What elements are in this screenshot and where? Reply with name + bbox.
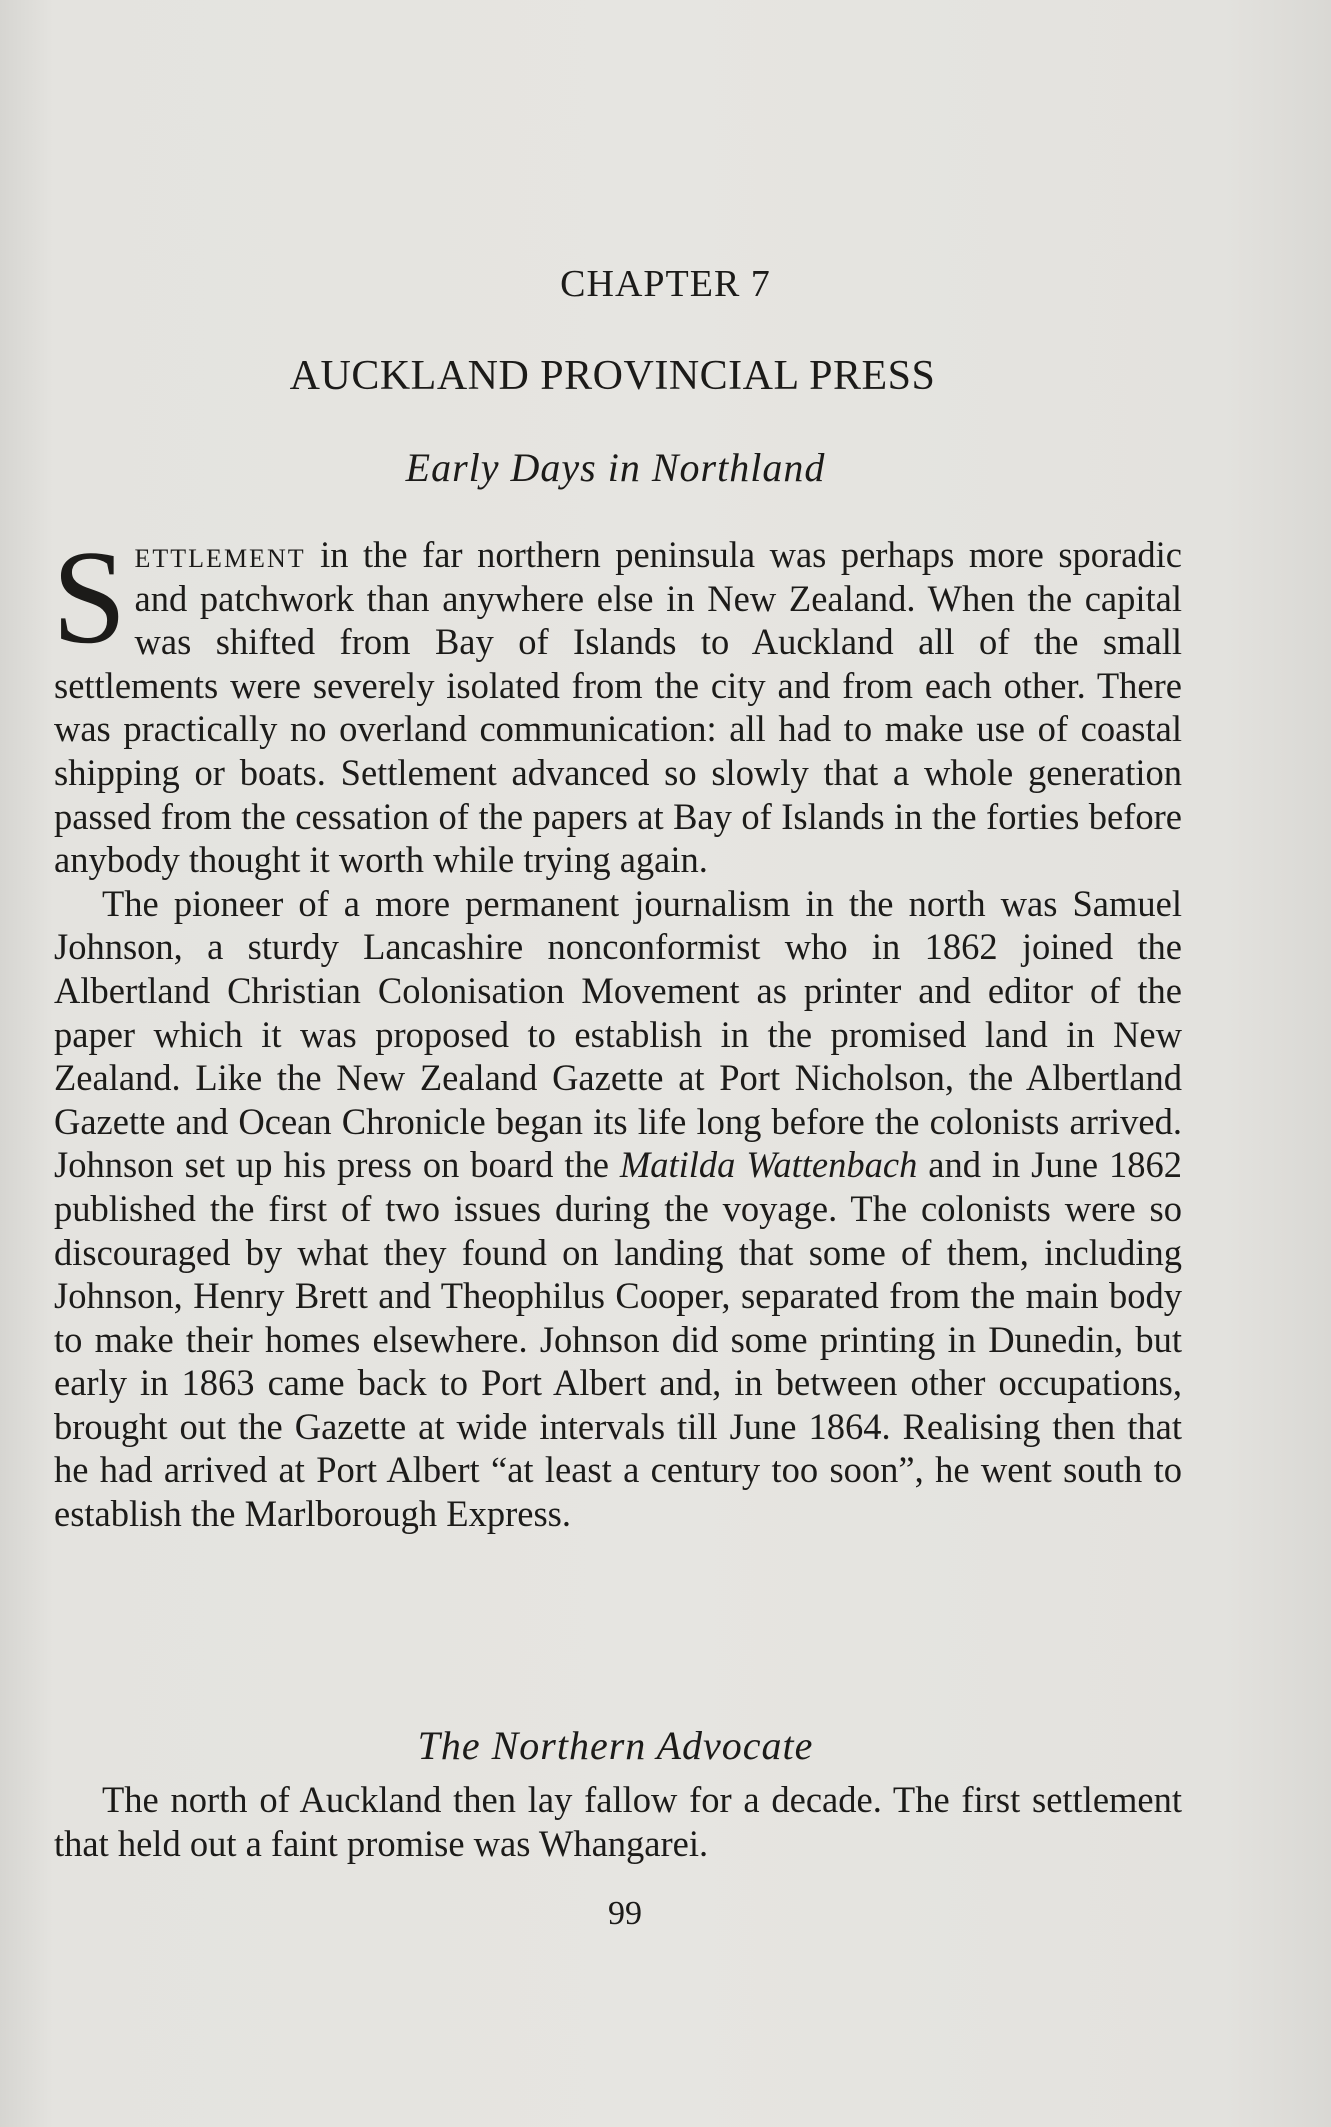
page-number: 99: [608, 1895, 642, 1932]
section-heading-northern-advocate: The Northern Advocate: [417, 1723, 814, 1768]
section-heading-early-days: Early Days in Northland: [405, 445, 826, 490]
paragraph-text: The north of Auckland then lay fallow for a decade. The first settlement that held out a faint promise was Whangarei.: [54, 1779, 1182, 1864]
paragraph-samuel-johnson: [54, 882, 1182, 1536]
paragraph-whangarei: [54, 1778, 1182, 1865]
chapter-label: CHAPTER 7: [560, 263, 771, 305]
paragraph-text: The pioneer of a more permanent journalism in the north was Samuel Johnson, a sturdy Lancashire nonconformist who in 1862 joined the Albertland Christian Colonisation Movement as printer and editor of the paper which it was proposed to establish in the promised land in New Zealand. Like the New Zealand Gazette at Port Nicholson, the Albertland Gazette and Ocean Chronicle began its life long before the colonists arrived. Johnson set up his press on board the: [54, 882, 1182, 1186]
body-text-block: [54, 1778, 1182, 1865]
opening-word: ettlement: [134, 534, 306, 575]
drop-cap: S: [52, 523, 127, 671]
paragraph-text: in the far northern peninsula was perhaps more sporadic and patchwork than anywhere else in New Zealand. When the capital was shifted from Bay of Islands to Auckland all of the small settlements were severely isolated from the city and from each other. There was practically no overland communication: all had to make use of coastal shipping or boats. Settlement advanced so slowly that a whole generation passed from the cessation of the papers at Bay of Islands in the forties before anybody thought it worth while trying again.: [54, 534, 1182, 881]
paragraph-text: and in June 1862 published the first of two issues during the voyage. The colonists were so discouraged by what they found on landing that some of them, including Johnson, Henry Brett and Theophilus Cooper, separated from the main body to make their homes elsewhere. Johnson did some printing in Dunedin, but early in 1863 came back to Port Albert and, in between other occupations, brought out the Gazette at wide intervals till June 1864. Realising then that he had arrived at Port Albert “at least a century too soon”, he went south to establish the Marlborough Express.: [54, 1144, 1182, 1535]
body-text-block: [52, 523, 1182, 1536]
chapter-title: AUCKLAND PROVINCIAL PRESS: [289, 353, 936, 399]
ship-name: Matilda Wattenbach: [619, 1144, 918, 1186]
paragraph-settlement: [52, 523, 1182, 882]
